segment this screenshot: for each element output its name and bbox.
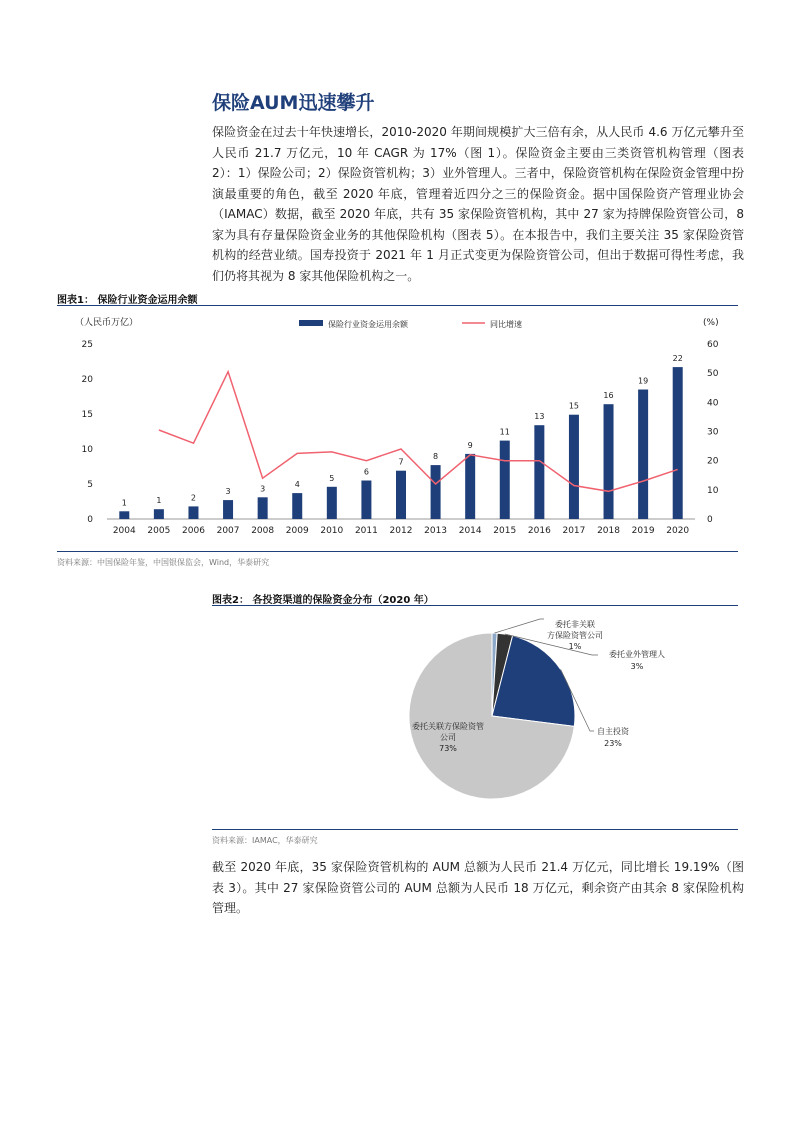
aum-bar-label: 9 [467, 440, 473, 450]
legend-line-label: 同比增速 [490, 320, 522, 329]
x-tick-label: 2011 [354, 526, 378, 536]
x-tick-label: 2008 [251, 526, 275, 536]
aum-bar-label: 1 [156, 496, 162, 506]
x-tick-label: 2019 [631, 526, 655, 536]
x-tick-label: 2016 [527, 526, 551, 536]
aum-bar [361, 481, 371, 520]
aum-bar-label: 13 [534, 412, 545, 422]
figure2-bottom-rule [212, 829, 738, 830]
pie-label: 自主投资 [597, 727, 629, 736]
x-tick-label: 2020 [666, 526, 690, 536]
x-tick-label: 2006 [182, 526, 205, 536]
x-tick-label: 2007 [216, 526, 240, 536]
aum-bar [673, 367, 683, 519]
right-tick-label: 50 [707, 369, 719, 380]
left-tick-label: 15 [81, 410, 93, 420]
right-tick-label: 30 [707, 427, 719, 438]
aum-bar-label: 4 [294, 480, 300, 490]
left-tick-label: 0 [87, 515, 93, 525]
pie-label: 委托非关联 [555, 620, 595, 629]
aum-bar [604, 404, 614, 519]
summary-paragraph: 截至 2020 年底，35 家保险资管机构的 AUM 总额为人民币 21.4 万亿元，同比增长 19.19%（图表 3）。其中 27 家保险资管公司的 AUM 总额为人民币 18 万亿元，剩余资产由其余 8 家保险机构管理。 [212, 860, 744, 915]
aum-bar [154, 509, 164, 519]
aum-bar-label: 5 [329, 473, 335, 483]
figure1-top-rule [57, 305, 738, 306]
aum-bar [500, 441, 510, 519]
aum-bar-label: 22 [672, 354, 683, 364]
left-tick-label: 25 [81, 340, 93, 350]
figure2-top-rule [212, 605, 738, 606]
left-tick-label: 10 [81, 445, 93, 455]
allocation-pie-chart [212, 607, 738, 827]
aum-bar-label: 2 [190, 493, 197, 503]
right-tick-label: 40 [707, 398, 719, 409]
pie-label: 委托关联方保险资管 [412, 722, 484, 731]
figure1-source: 资料来源：中国保险年鉴，中国银保监会，Wind，华泰研究 [57, 558, 270, 567]
right-axis-label: (%) [703, 318, 719, 328]
x-tick-label: 2017 [562, 526, 586, 536]
figure2-source: 资料来源：IAMAC，华泰研究 [212, 836, 318, 845]
aum-bar [258, 497, 268, 519]
x-tick-label: 2010 [320, 526, 344, 536]
pie-pct-label: 23% [604, 739, 622, 748]
x-tick-label: 2009 [285, 526, 309, 536]
x-tick-label: 2012 [389, 526, 413, 536]
figure1-bottom-rule [57, 551, 738, 552]
aum-bar [465, 454, 475, 519]
pie-pct-label: 3% [630, 662, 644, 671]
aum-bar [396, 471, 406, 519]
left-tick-label: 5 [87, 480, 93, 490]
right-tick-label: 10 [707, 485, 719, 496]
figure1-title: 图表1： 保险行业资金运用余额 [57, 295, 198, 306]
aum-bar [638, 390, 648, 520]
legend-bar-swatch [299, 320, 323, 326]
right-tick-label: 60 [707, 340, 719, 350]
aum-bar-label: 8 [433, 452, 439, 462]
aum-bar [569, 415, 579, 519]
figure2-title: 图表2： 各投资渠道的保险资金分布（2020 年） [212, 595, 434, 606]
aum-bar-label: 3 [260, 484, 266, 494]
aum-bar-line-chart [57, 307, 738, 550]
pie-label: 公司 [440, 733, 456, 742]
aum-bar-label: 1 [121, 498, 127, 508]
x-tick-label: 2014 [458, 526, 482, 536]
aum-bar-label: 7 [398, 457, 404, 467]
pie-pct-label: 73% [439, 744, 457, 753]
legend-bar-label: 保险行业资金运用余额 [328, 320, 408, 329]
pie-pct-label: 1% [568, 642, 582, 651]
growth-rate-line [159, 372, 678, 492]
x-tick-label: 2013 [424, 526, 448, 536]
aum-bar-label: 6 [363, 467, 369, 477]
section-heading: 保险AUM迅速攀升 [212, 92, 375, 114]
aum-bar [119, 511, 129, 519]
aum-bar [431, 465, 441, 519]
x-tick-label: 2004 [112, 526, 136, 536]
aum-bar [327, 487, 337, 519]
pie-leader-line [495, 619, 544, 633]
aum-bar-label: 3 [225, 487, 231, 497]
left-tick-label: 20 [81, 375, 93, 385]
aum-bar [188, 506, 198, 519]
aum-bar [534, 425, 544, 519]
right-tick-label: 20 [707, 456, 719, 467]
intro-paragraph: 保险资金在过去十年快速增长，2010-2020 年期间规模扩大三倍有余，从人民币 4.6 万亿元攀升至人民币 21.7 万亿元，10 年 CAGR 为 17%（图 1）。保险资金主要由三类资管机构管理（图表 2）：1）保险公司；2）保险资管机构；3）业外管理人。三者中，保险资管机构在保险资金管理中扮演最重要的角色，截至 2020 年底，管理着近四分之三的保险资金。据中国保险资产管理业协会（IAMAC）数据，截至 2020 年底，共有 35 家保险资管机构，其中 27 家为持牌保险资管公司，8 家为具有存量保险资金业务的其他保险机构（图表 5）。在本报告中，我们主要关注 35 家保险资管机构的经营业绩。国寿投资于 2021 年 1 月正式变更为保险资管公司，但出于数据可得性考虑，我们仍将其视为 8 家其他保险机构之一。 [212, 125, 744, 283]
aum-bar-label: 11 [499, 427, 510, 437]
pie-label: 方保险资管公司 [547, 631, 603, 640]
left-axis-label: （人民币万亿） [75, 318, 139, 328]
aum-bar [223, 500, 233, 519]
x-tick-label: 2018 [597, 526, 620, 536]
right-tick-label: 0 [707, 515, 713, 525]
aum-bar [292, 493, 302, 519]
x-tick-label: 2005 [147, 526, 171, 536]
aum-bar-label: 19 [638, 376, 649, 386]
pie-label: 委托业外管理人 [609, 650, 665, 659]
x-tick-label: 2015 [493, 526, 517, 536]
aum-bar-label: 16 [603, 391, 614, 401]
aum-bar-label: 15 [568, 401, 580, 411]
